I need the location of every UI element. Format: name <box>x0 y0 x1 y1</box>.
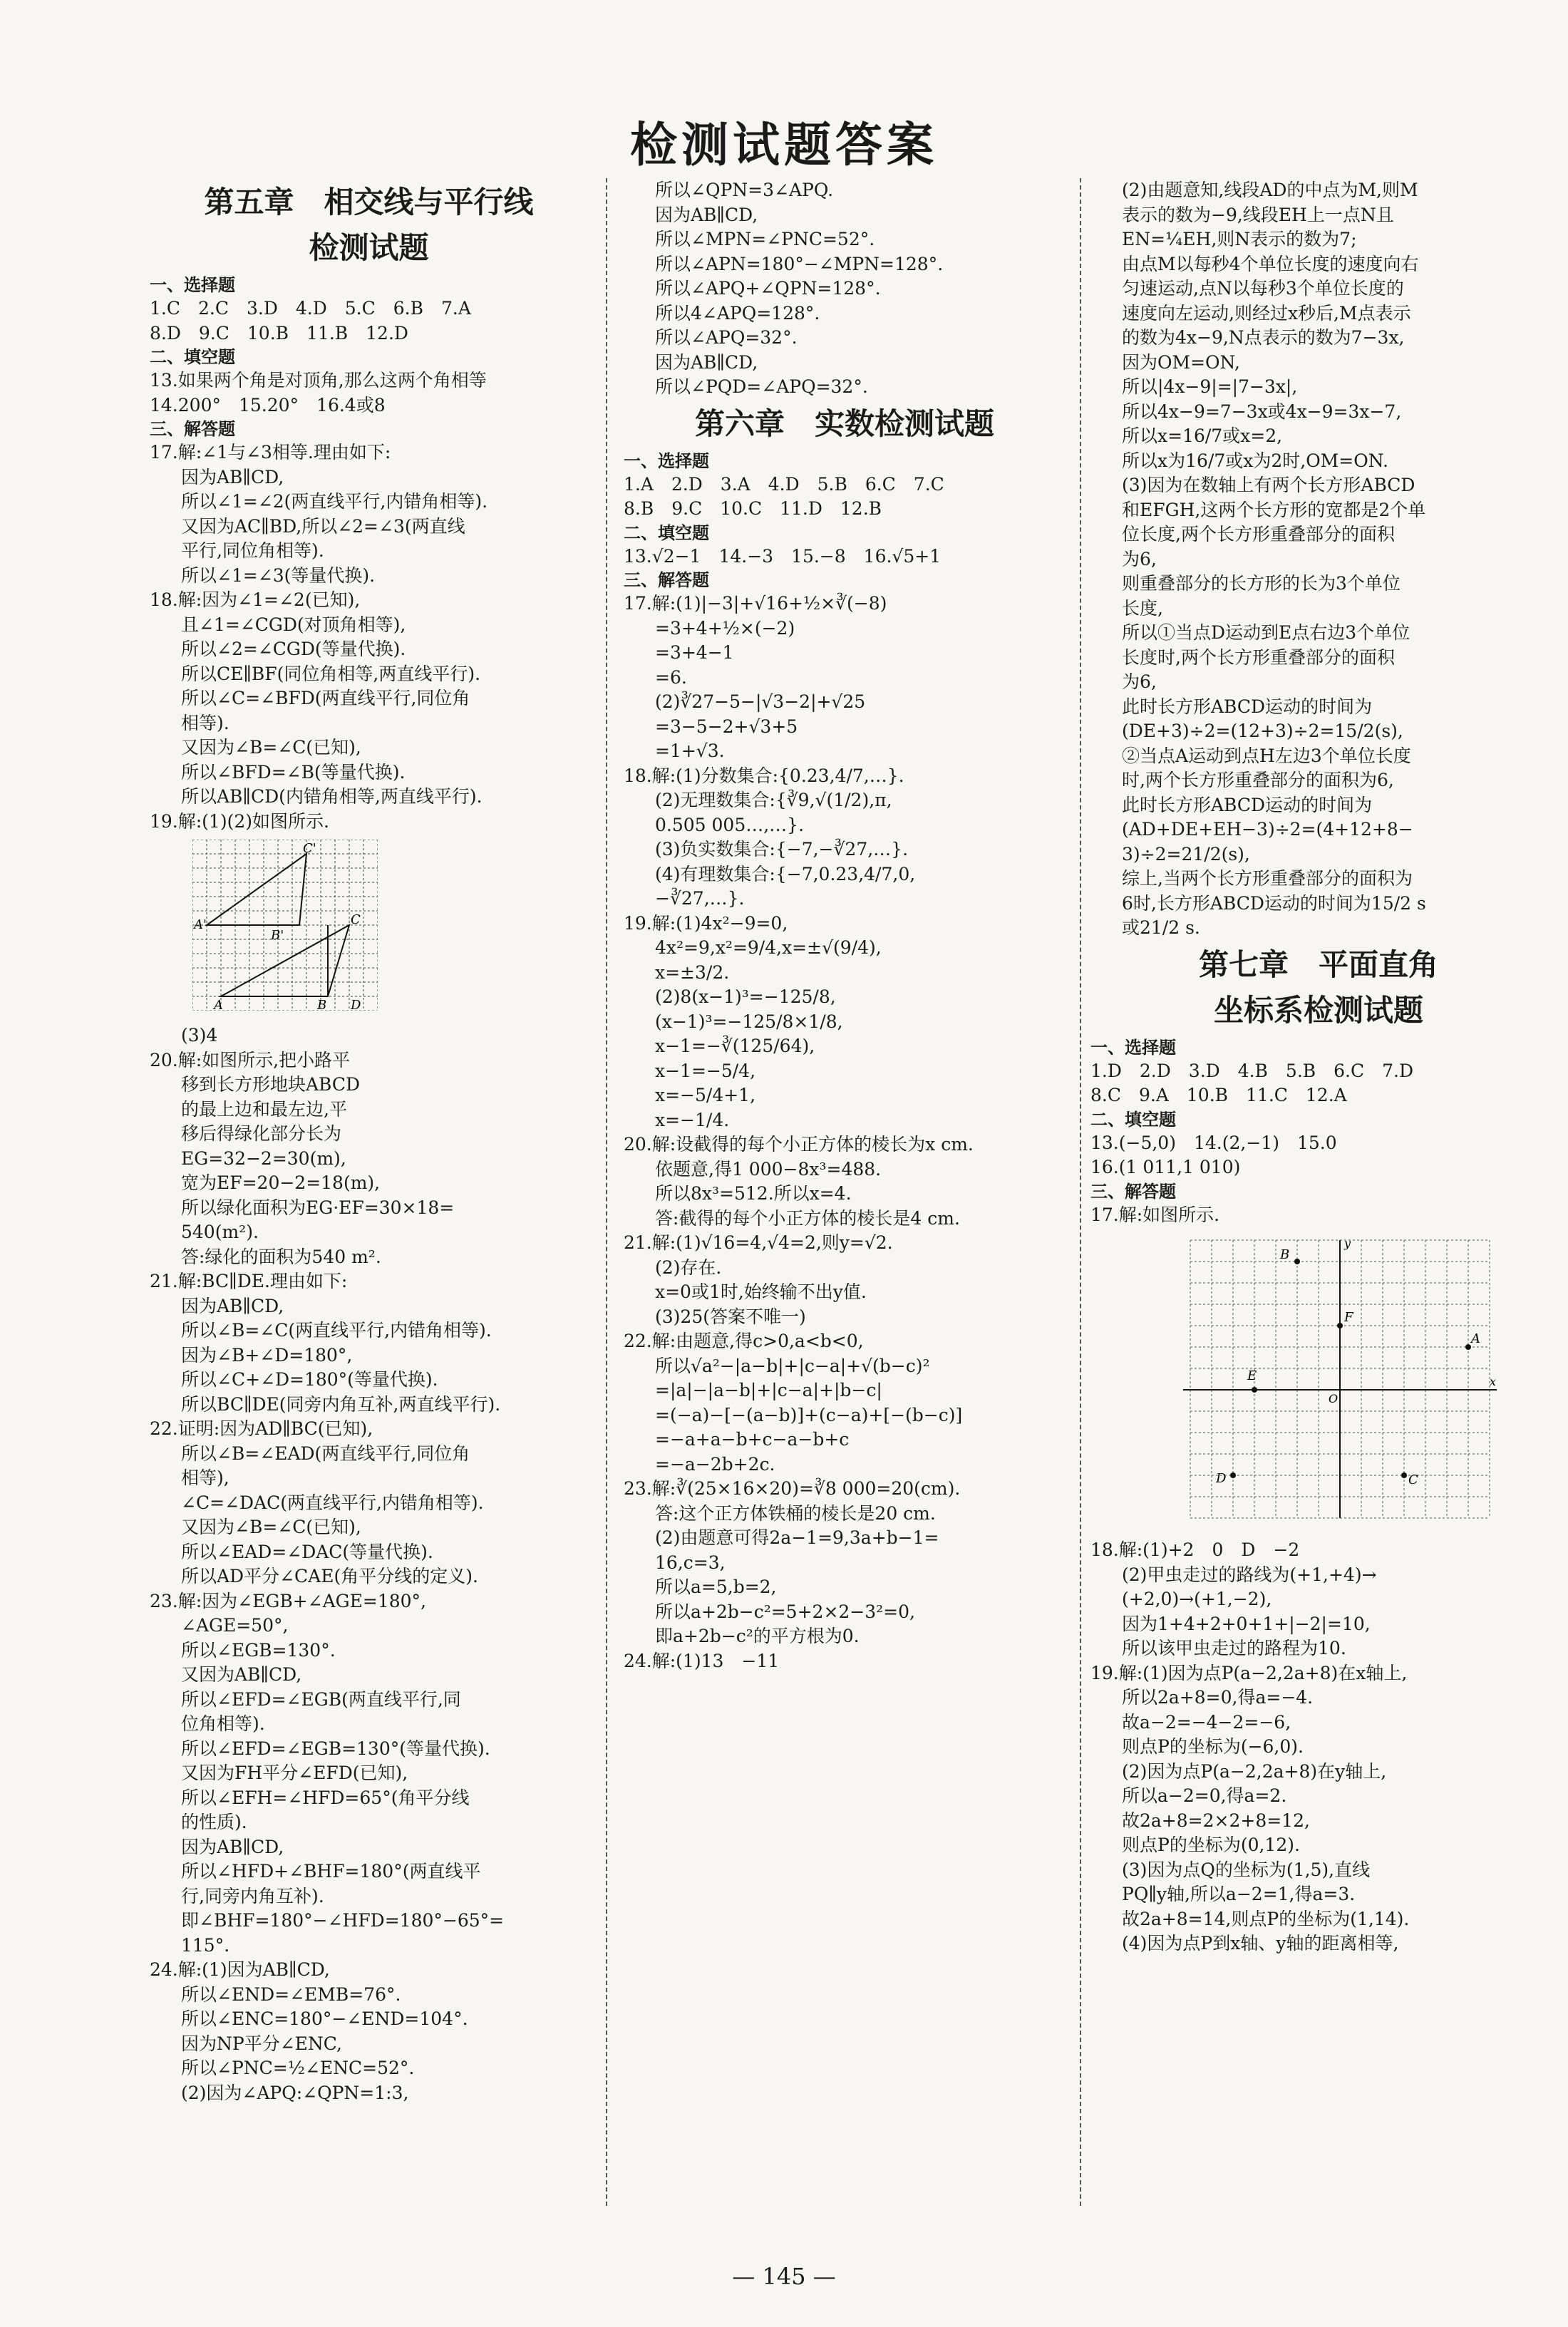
answer-line: 因为AB∥CD, <box>655 204 758 225</box>
answer-line: 8.D 9.C 10.B 11.B 12.D <box>150 322 408 344</box>
section-heading: 二、填空题 <box>1090 1109 1176 1130</box>
chapter-title: 坐标系检测试题 <box>1213 992 1423 1028</box>
answer-line: 匀速运动,点N以每秒3个单位长度的 <box>1122 278 1404 299</box>
answer-line: 8.C 9.A 10.B 11.C 12.A <box>1090 1085 1347 1105</box>
svg-text:D: D <box>1216 1471 1227 1486</box>
answer-line: 的最上边和最左边,平 <box>181 1098 347 1120</box>
answer-line: ∠C=∠DAC(两直线平行,内错角相等). <box>181 1492 484 1513</box>
answer-line: 所以8x³=512.所以x=4. <box>655 1183 852 1204</box>
answer-line: 19.解:(1)4x²−9=0, <box>624 912 788 934</box>
answer-line: 所以4x−9=7−3x或4x−9=3x−7, <box>1122 401 1402 422</box>
answer-line: 24.解:(1)13 −11 <box>624 1650 780 1671</box>
answer-line: (2)由题意可得2a−1=9,3a+b−1= <box>655 1527 939 1548</box>
answer-line: 1.C 2.C 3.D 4.D 5.C 6.B 7.A <box>150 298 471 319</box>
figure-q17 <box>1133 1233 1547 1532</box>
answer-line: 所以∠2=∠CGD(等量代换). <box>181 639 406 659</box>
answer-line: 所以|4x−9|=|7−3x|, <box>1122 376 1298 397</box>
svg-text:x: x <box>1490 1375 1497 1388</box>
answer-line: 所以a−2=0,得a=2. <box>1122 1785 1287 1806</box>
answer-line: 16,c=3, <box>655 1552 726 1573</box>
answer-line: 23.解:因为∠EGB+∠AGE=180°, <box>150 1590 427 1611</box>
answer-line: 0.505 005…,…}. <box>655 814 805 835</box>
answer-line: 6时,长方形ABCD运动的时间为15/2 s <box>1122 892 1426 914</box>
answer-line: 又因为AB∥CD, <box>181 1664 302 1685</box>
answer-line: 所以AB∥CD(内错角相等,两直线平行). <box>181 786 483 807</box>
answer-line: =3−5−2+√3+5 <box>655 716 798 737</box>
answer-line: 长度, <box>1122 597 1163 619</box>
answer-line: 23.解:∛(25×16×20)=∛8 000=20(cm). <box>624 1478 961 1499</box>
answer-line: 19.解:(1)(2)如图所示. <box>150 810 329 832</box>
answer-line: 所以x=16/7或x=2, <box>1122 425 1283 446</box>
answer-line: 因为AB∥CD, <box>181 466 284 487</box>
answer-line: 所以∠EGB=130°. <box>181 1639 336 1661</box>
answer-line: x=−5/4+1, <box>655 1085 756 1105</box>
section-heading: 三、解答题 <box>624 570 709 590</box>
answer-line: 且∠1=∠CGD(对顶角相等), <box>181 614 406 635</box>
answer-line: 所以∠PNC=½∠ENC=52°. <box>181 2058 415 2078</box>
answer-line: (2)甲虫走过的路线为(+1,+4)→ <box>1122 1564 1377 1585</box>
answer-line: 宽为EF=20−2=18(m), <box>181 1172 381 1193</box>
answer-line: 移到长方形地块ABCD <box>181 1074 361 1095</box>
svg-text:C: C <box>1408 1472 1418 1487</box>
section-heading: 三、解答题 <box>150 419 235 439</box>
answer-line: ∠AGE=50°, <box>181 1615 289 1636</box>
chapter-title: 第六章 实数检测试题 <box>694 406 994 441</box>
label-d: D <box>351 998 361 1011</box>
answer-line: =3+4−1 <box>655 642 734 663</box>
answer-line: =|a|−|a−b|+|c−a|+|b−c| <box>655 1380 882 1400</box>
answer-line: 移后得绿化部分长为 <box>181 1123 342 1144</box>
answer-line: 长度时,两个长方形重叠部分的面积 <box>1122 646 1395 668</box>
answer-line: EG=32−2=30(m), <box>181 1147 346 1169</box>
answer-line: 13.√2−1 14.−3 15.−8 16.√5+1 <box>624 545 942 567</box>
answer-line: x=0或1时,始终输不出y值. <box>655 1281 867 1302</box>
answer-line: 行,同旁内角互补). <box>181 1885 324 1907</box>
answer-line: 所以∠EFD=∠EGB=130°(等量代换). <box>181 1738 490 1759</box>
triangle-original <box>221 925 349 996</box>
answer-line: 所以①当点D运动到E点右边3个单位 <box>1122 622 1410 643</box>
answer-line: 20.解:设截得的每个小正方体的棱长为x cm. <box>624 1134 974 1155</box>
answer-line: 相等), <box>181 1467 229 1488</box>
answer-line: 所以a=5,b=2, <box>655 1577 777 1597</box>
answer-line: 答:绿化的面积为540 m². <box>181 1246 381 1267</box>
answer-line: x−1=−5/4, <box>655 1060 756 1081</box>
section-heading: 三、解答题 <box>1090 1181 1176 1202</box>
answer-line: 14.200° 15.20° 16.4或8 <box>150 394 386 416</box>
answer-line: (2)由题意知,线段AD的中点为M,则M <box>1122 180 1418 200</box>
answer-line: 则重叠部分的长方形的长为3个单位 <box>1122 573 1401 594</box>
answer-line: 因为AB∥CD, <box>181 1295 284 1316</box>
column-divider <box>1080 178 1081 2206</box>
answer-line: 时,两个长方形重叠部分的面积为6, <box>1122 770 1394 790</box>
answer-line: x=−1/4. <box>655 1109 730 1130</box>
answer-line: 20.解:如图所示,把小路平 <box>150 1049 351 1070</box>
answer-line: 所以∠BFD=∠B(等量代换). <box>181 761 406 783</box>
label-a1: A' <box>194 917 207 932</box>
answer-line: 又因为∠B=∠C(已知), <box>181 1517 361 1537</box>
answer-line: 所以∠EAD=∠DAC(等量代换). <box>181 1541 433 1562</box>
answer-line: 16.(1 011,1 010) <box>1090 1157 1241 1177</box>
label-c: C <box>351 912 361 927</box>
section-heading: 二、填空题 <box>624 522 709 543</box>
answer-line: 所以∠1=∠2(两直线平行,内错角相等). <box>181 491 488 512</box>
answer-line: 所以∠PQD=∠APQ=32°. <box>655 376 868 397</box>
answer-line: EN=¼EH,则N表示的数为7; <box>1122 229 1357 249</box>
label-c1: C' <box>303 841 316 856</box>
answer-line: 18.解:(1)+2 0 D −2 <box>1090 1539 1300 1560</box>
answer-line: (+2,0)→(+1,−2), <box>1122 1589 1272 1609</box>
coordinate-grid-q17 <box>1176 1233 1504 1525</box>
answer-line: 表示的数为−9,线段EH上一点N且 <box>1122 204 1394 225</box>
label-b1: B' <box>271 928 284 943</box>
section-heading: 一、选择题 <box>1090 1037 1176 1058</box>
answer-line: 为6, <box>1122 671 1157 692</box>
answer-line: (3)负实数集合:{−7,−∛27,…}. <box>655 839 909 860</box>
section-heading: 二、填空题 <box>150 347 235 367</box>
answer-line: 所以∠APQ=32°. <box>655 327 798 348</box>
svg-text:F: F <box>1344 1310 1353 1325</box>
answer-line: 17.解:如图所示. <box>1090 1204 1220 1225</box>
answer-line: 因为AB∥CD, <box>181 1836 284 1857</box>
svg-text:y: y <box>1344 1237 1351 1250</box>
chapter-title: 检测试题 <box>309 230 429 265</box>
answer-line: 所以绿化面积为EG·EF=30×18= <box>181 1197 455 1218</box>
answer-line: =−a−2b+2c. <box>655 1453 775 1475</box>
column-divider <box>606 178 607 2206</box>
answer-line: (4)因为点P到x轴、y轴的距离相等, <box>1122 1933 1399 1954</box>
answer-line: 故2a+8=2×2+8=12, <box>1122 1810 1310 1831</box>
answer-line: (2)因为点P(a−2,2a+8)在y轴上, <box>1122 1760 1387 1782</box>
answer-line: 3)÷2=21/2(s), <box>1122 843 1250 865</box>
answer-line: (3)因为在数轴上有两个长方形ABCD <box>1122 475 1415 495</box>
answer-line: (2)∛27−5−|√3−2|+√25 <box>655 691 866 712</box>
answer-line: ②当点A运动到点H左边3个单位长度 <box>1122 745 1411 766</box>
answer-line: 18.解:(1)分数集合:{0.23,4/7,…}. <box>624 765 904 786</box>
answer-line: =1+√3. <box>655 741 725 761</box>
answer-column-1 <box>150 178 588 2206</box>
svg-text:A: A <box>1471 1331 1480 1346</box>
answer-line: 13.(−5,0) 14.(2,−1) 15.0 <box>1090 1132 1337 1153</box>
answer-line: =3+4+½×(−2) <box>655 617 795 639</box>
answer-line: 因为1+4+2+0+1+|−2|=10, <box>1122 1613 1371 1634</box>
page-title: 检测试题答案 <box>630 118 938 172</box>
answer-line: 所以BC∥DE(同旁内角互补,两直线平行). <box>181 1393 501 1415</box>
answer-line: 22.证明:因为AD∥BC(已知), <box>150 1418 373 1439</box>
answer-line: 答:这个正方体铁桶的棱长是20 cm. <box>655 1502 936 1524</box>
answer-line: 所以4∠APQ=128°. <box>655 302 820 324</box>
answer-line: 所以∠EFD=∠EGB(两直线平行,同 <box>181 1688 461 1710</box>
answer-line: 所以∠B=∠C(两直线平行,内错角相等). <box>181 1320 492 1341</box>
answer-line: 所以∠QPN=3∠APQ. <box>655 180 834 200</box>
svg-text:B: B <box>1280 1247 1290 1262</box>
answer-line: 所以x为16/7或x为2时,OM=ON. <box>1122 450 1388 471</box>
answer-column-2 <box>624 178 1066 2206</box>
section-heading: 一、选择题 <box>150 275 235 295</box>
answer-line: 所以√a²−|a−b|+|c−a|+√(b−c)² <box>655 1355 930 1376</box>
answer-line: =(−a)−[−(a−b)]+(c−a)+[−(b−c)] <box>655 1404 963 1425</box>
answer-line: 所以∠HFD+∠BHF=180°(两直线平 <box>181 1861 481 1882</box>
answer-line: 速度向左运动,则经过x秒后,M点表示 <box>1122 302 1411 324</box>
chapter-title: 第七章 平面直角 <box>1198 946 1438 982</box>
answer-line: 则点P的坐标为(0,12). <box>1122 1835 1300 1855</box>
answer-line: 又因为FH平分∠EFD(已知), <box>181 1763 408 1783</box>
answer-line: 24.解:(1)因为AB∥CD, <box>150 1959 330 1980</box>
answer-line: (2)无理数集合:{∛9,√(1/2),π, <box>655 790 892 810</box>
answer-line: 位角相等). <box>181 1713 265 1734</box>
answer-line: 21.解:(1)√16=4,√4=2,则y=√2. <box>624 1232 893 1253</box>
section-heading: 一、选择题 <box>624 450 709 471</box>
answer-line: (3)4 <box>181 1025 218 1046</box>
answer-line: 所以∠EFH=∠HFD=65°(角平分线 <box>181 1787 470 1808</box>
answer-line: 即a+2b−c²的平方根为0. <box>655 1626 860 1646</box>
answer-line: 所以∠B=∠EAD(两直线平行,同位角 <box>181 1443 470 1464</box>
answer-line: 即∠BHF=180°−∠HFD=180°−65°= <box>181 1910 505 1931</box>
answer-line: 位长度,两个长方形重叠部分的面积 <box>1122 524 1395 545</box>
answer-column-3 <box>1090 178 1547 2206</box>
svg-text:E: E <box>1247 1368 1257 1383</box>
answer-line: 所以∠MPN=∠PNC=52°. <box>655 229 875 249</box>
answer-line: 因为AB∥CD, <box>655 351 758 373</box>
answer-line: 或21/2 s. <box>1122 917 1200 938</box>
answer-line: 所以∠C+∠D=180°(等量代换). <box>181 1369 438 1390</box>
answer-line: (DE+3)÷2=(12+3)÷2=15/2(s), <box>1122 721 1403 741</box>
answer-line: 和EFGH,这两个长方形的宽都是2个单 <box>1122 499 1426 520</box>
answer-line: 所以AD平分∠CAE(角平分线的定义). <box>181 1566 478 1586</box>
label-a: A <box>214 998 223 1011</box>
answer-line: 所以2a+8=0,得a=−4. <box>1122 1687 1314 1708</box>
svg-text:O: O <box>1329 1392 1339 1405</box>
answer-line: 所以∠APN=180°−∠MPN=128°. <box>655 253 944 274</box>
answer-line: 又因为∠B=∠C(已知), <box>181 737 361 758</box>
answer-line: −∛27,…}. <box>655 888 745 909</box>
answer-line: (2)因为∠APQ:∠QPN=1:3, <box>181 2082 409 2103</box>
answer-line: (4)有理数集合:{−7,0.23,4/7,0, <box>655 863 916 884</box>
answer-line: PQ∥y轴,所以a−2=1,得a=3. <box>1122 1884 1356 1904</box>
answer-line: 所以∠ENC=180°−∠END=104°. <box>181 2008 468 2029</box>
answer-line: 依题意,得1 000−8x³=488. <box>655 1158 882 1180</box>
answer-line: (3)25(答案不唯一) <box>655 1306 806 1327</box>
answer-line: 为6, <box>1122 548 1157 569</box>
answer-line: 的性质). <box>181 1812 247 1832</box>
answer-line: 8.B 9.C 10.C 11.D 12.B <box>624 498 882 519</box>
answer-line: 115°. <box>181 1934 230 1956</box>
answer-line: 因为NP平分∠ENC, <box>181 2033 342 2054</box>
answer-line: 答:截得的每个小正方体的棱长是4 cm. <box>655 1207 960 1229</box>
answer-line: x=±3/2. <box>655 961 730 983</box>
answer-line: 540(m²). <box>181 1222 259 1242</box>
answer-line: 综上,当两个长方形重叠部分的面积为 <box>1122 868 1413 889</box>
answer-line: (2)8(x−1)³=−125/8, <box>655 986 836 1007</box>
answer-line: 13.如果两个角是对顶角,那么这两个角相等 <box>150 370 487 391</box>
triangle-translated <box>207 854 306 925</box>
answer-line: 此时长方形ABCD运动的时间为 <box>1122 696 1373 717</box>
answer-line: 所以∠1=∠3(等量代换). <box>181 564 376 586</box>
answer-line: 1.A 2.D 3.A 4.D 5.B 6.C 7.C <box>624 473 944 495</box>
answer-line: 18.解:因为∠1=∠2(已知), <box>150 589 361 610</box>
answer-line: 的数为4x−9,N点表示的数为7−3x, <box>1122 327 1405 348</box>
label-b: B <box>317 998 327 1011</box>
answer-line: 故2a+8=14,则点P的坐标为(1,14). <box>1122 1908 1410 1929</box>
answer-line: 因为OM=ON, <box>1122 351 1240 373</box>
page-number: — 145 — <box>732 2263 836 2290</box>
answer-line: =−a+a−b+c−a−b+c <box>655 1429 850 1450</box>
answer-line: 所以该甲虫走过的路程为10. <box>1122 1638 1346 1658</box>
answer-line: 相等). <box>181 712 229 733</box>
answer-line: (x−1)³=−125/8×1/8, <box>655 1011 843 1032</box>
answer-line: 19.解:(1)因为点P(a−2,2a+8)在x轴上, <box>1090 1662 1408 1683</box>
answer-line: 故a−2=−4−2=−6, <box>1122 1711 1291 1733</box>
answer-line: 所以a+2b−c²=5+2×2−3²=0, <box>655 1601 915 1622</box>
answer-line: 因为∠B+∠D=180°, <box>181 1344 353 1366</box>
answer-line: 则点P的坐标为(−6,0). <box>1122 1736 1304 1757</box>
answer-line: 所以∠APQ+∠QPN=128°. <box>655 278 881 299</box>
answer-line: 4x²=9,x²=9/4,x=±√(9/4), <box>655 937 882 958</box>
chapter-title: 第五章 相交线与平行线 <box>204 185 534 220</box>
answer-line: =6. <box>655 666 687 688</box>
answer-line: 1.D 2.D 3.D 4.B 5.B 6.C 7.D <box>1090 1060 1414 1081</box>
answer-line: 21.解:BC∥DE.理由如下: <box>150 1271 348 1291</box>
answer-line: 所以CE∥BF(同位角相等,两直线平行). <box>181 663 481 684</box>
answer-line: 所以∠END=∠EMB=76°. <box>181 1983 401 2005</box>
answer-line: 又因为AC∥BD,所以∠2=∠3(两直线 <box>181 515 465 537</box>
answer-line: 17.解:∠1与∠3相等.理由如下: <box>150 442 391 463</box>
answer-line: 平行,同位角相等). <box>181 540 324 561</box>
answer-line: 由点M以每秒4个单位长度的速度向右 <box>1122 253 1419 274</box>
answer-line: (AD+DE+EH−3)÷2=(4+12+8− <box>1122 819 1413 840</box>
answer-line: x−1=−∛(125/64), <box>655 1036 815 1056</box>
figure-q19-q20 <box>192 840 588 1018</box>
answer-line: (2)存在. <box>655 1257 722 1278</box>
answer-line: (3)因为点Q的坐标为(1,5),直线 <box>1122 1859 1371 1880</box>
answer-line: 此时长方形ABCD运动的时间为 <box>1122 794 1373 815</box>
answer-line: 22.解:由题意,得c>0,a<b<0, <box>624 1331 864 1351</box>
answer-line: 所以∠C=∠BFD(两直线平行,同位角 <box>181 688 470 708</box>
answer-line: 17.解:(1)|−3|+√16+½×∛(−8) <box>624 593 887 614</box>
grid-figure-q19 <box>192 840 378 1011</box>
